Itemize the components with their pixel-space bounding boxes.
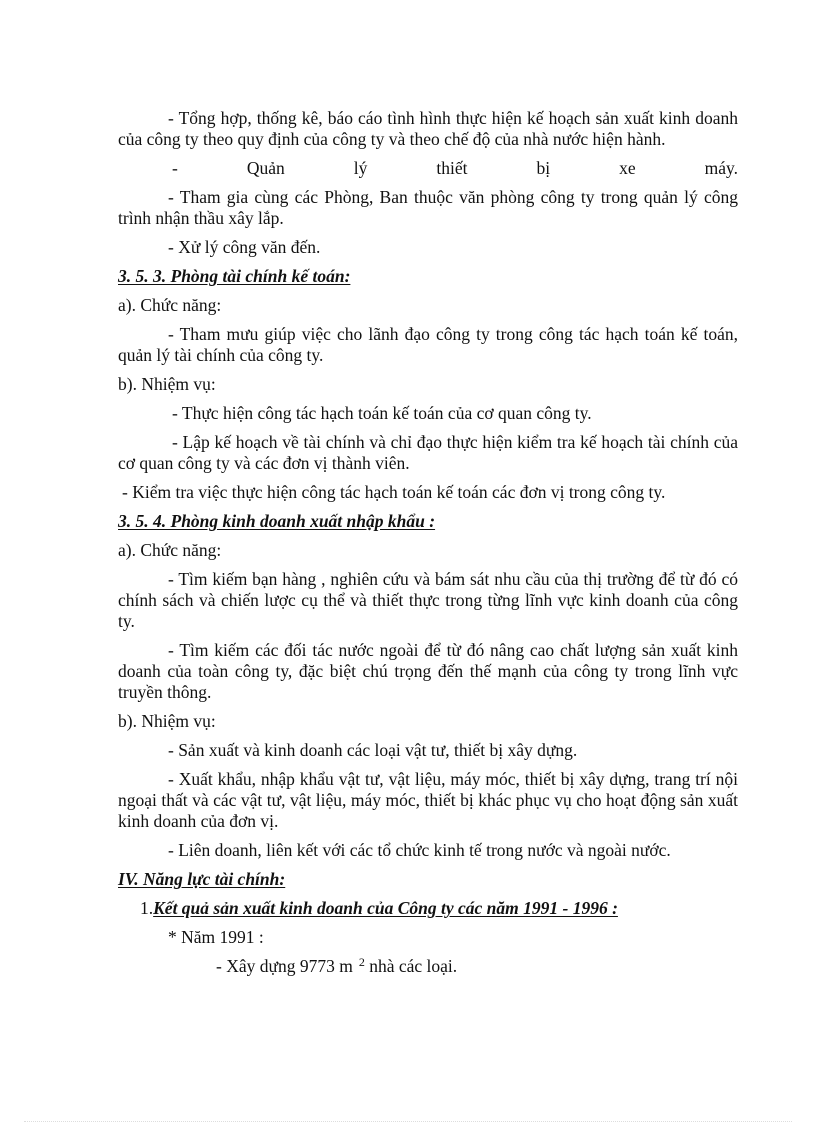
paragraph-accounting-inspection: - Kiểm tra việc thực hiện công tác hạch toán kế toán các đơn vị trong công ty. (122, 482, 666, 502)
paragraph-market-research: - Tìm kiếm bạn hàng , nghiên cứu và bám sát nhu cầu của thị trường để từ đó có chính sách và chiến lược cụ thể và thiết thực trong từng lĩnh vực kinh doanh của công ty. (118, 569, 738, 631)
section-heading-import-export: 3. 5. 4. Phòng kinh doanh xuất nhập khẩu : (118, 511, 436, 531)
section-heading-financial-capacity: IV. Năng lực tài chính: (118, 869, 286, 889)
paragraph-finance-function: - Tham mưu giúp việc cho lãnh đạo công ty trong công tác hạch toán kế toán, quản lý tài chính của công ty. (118, 324, 738, 365)
paragraph-accounting-duty: - Thực hiện công tác hạch toán kế toán của cơ quan công ty. (172, 403, 592, 423)
construction-area-text: - Xây dựng 9773 m (216, 956, 353, 976)
subheading-functions: a). Chức năng: (118, 295, 222, 315)
subheading-functions: a). Chức năng: (118, 540, 222, 560)
paragraph-equipment-management: - Quản lý thiết bị xe máy. (172, 158, 738, 178)
construction-area-suffix: nhà các loại. (369, 956, 458, 976)
paragraph-joint-ventures: - Liên doanh, liên kết với các tổ chức kinh tế trong nước và ngoài nước. (168, 840, 671, 860)
construction-area-line (216, 956, 738, 977)
paragraph-construction-participation: - Tham gia cùng các Phòng, Ban thuộc văn phòng công ty trong quản lý công trình nhận thầu xây lắp. (118, 187, 738, 228)
heading-number: 1. (140, 898, 154, 918)
page-bottom-divider (24, 1121, 792, 1122)
year-label: * Năm 1991 : (168, 927, 264, 947)
paragraph-document-handling: - Xử lý công văn đến. (168, 237, 321, 257)
subheading-duties: b). Nhiệm vụ: (118, 374, 216, 394)
paragraph-statistics-report: - Tổng hợp, thống kê, báo cáo tình hình thực hiện kế hoạch sản xuất kinh doanh của công ty theo quy định của công ty và theo chế độ của nhà nước hiện hành. (118, 108, 738, 149)
paragraph-import-export-goods: - Xuất khẩu, nhập khẩu vật tư, vật liệu, máy móc, thiết bị xây dựng, trang trí nội ngoại thất và các vật tư, vật liệu, máy móc, thiết bị khác phục vụ cho hoạt động sản xuất kinh doanh của đơn vị. (118, 769, 738, 831)
document-page (118, 108, 738, 985)
heading-text: Kết quả sản xuất kinh doanh của Công ty các năm 1991 - 1996 : (153, 898, 618, 918)
section-heading-finance-accounting: 3. 5. 3. Phòng tài chính kế toán: (118, 266, 351, 286)
numbered-heading-business-results (140, 898, 738, 919)
paragraph-production-trading: - Sản xuất và kinh doanh các loại vật tư, thiết bị xây dựng. (168, 740, 578, 760)
superscript-squared: 2 (358, 955, 365, 969)
paragraph-financial-planning: - Lập kế hoạch về tài chính và chỉ đạo thực hiện kiểm tra kế hoạch tài chính của cơ quan công ty và các đơn vị thành viên. (118, 432, 738, 473)
paragraph-foreign-partners: - Tìm kiếm các đối tác nước ngoài để từ đó nâng cao chất lượng sản xuất kinh doanh của toàn công ty, đặc biệt chú trọng đến thế mạnh của công ty trong lĩnh vực truyền thông. (118, 640, 738, 702)
subheading-duties: b). Nhiệm vụ: (118, 711, 216, 731)
